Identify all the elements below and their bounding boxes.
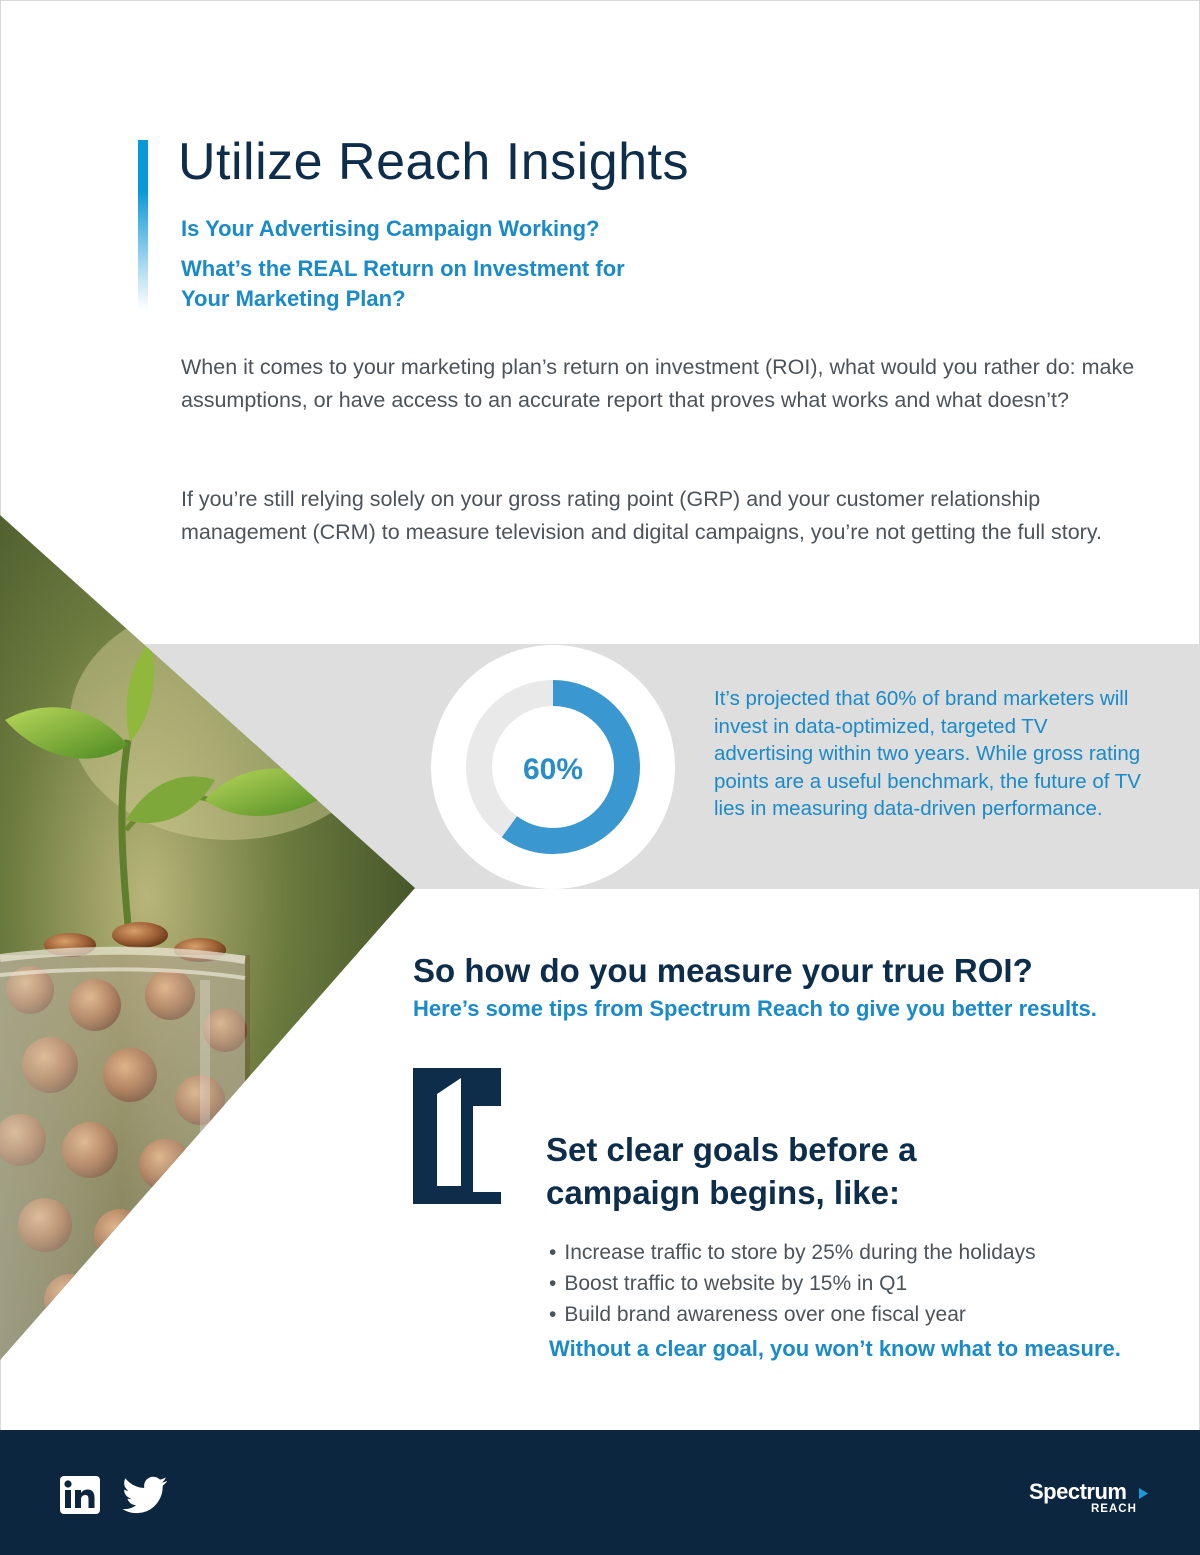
section-heading: So how do you measure your true ROI?: [413, 952, 1033, 989]
donut-value-label: 60%: [522, 753, 584, 786]
stat-donut: [422, 645, 690, 890]
intro-paragraph-2: If you’re still relying solely on your gross rating point (GRP) and your customer relationship management (CRM) to measure television and digital campaigns, you’re not getting the full story.: [181, 487, 1102, 544]
step-note: Without a clear goal, you won’t know what to measure.: [549, 1336, 1121, 1361]
step-number-graphic: [413, 1068, 503, 1204]
twitter-icon[interactable]: [122, 1476, 168, 1514]
goal-bullet: • Build brand awareness over one fiscal year: [549, 1299, 1036, 1330]
intro-paragraph-1: When it comes to your marketing plan’s return on investment (ROI), what would you rather do: make assumptions, or have access to an accurate report that proves what works and what doesn’t?: [181, 355, 1135, 412]
page-title: Utilize Reach Insights: [178, 133, 689, 191]
goal-bullet: • Increase traffic to store by 25% during the holidays: [549, 1237, 1036, 1268]
stat-description: It’s projected that 60% of brand marketers will invest in data-optimized, targeted TV advertising within two years. While gross rating points are a useful benchmark, the future of TV lies in measuring data-driven performance.: [714, 687, 1141, 820]
footer: [0, 1430, 1200, 1555]
linkedin-icon[interactable]: [60, 1476, 100, 1514]
subtitle-question-1: Is Your Advertising Campaign Working?: [181, 216, 600, 241]
step-heading: Set clear goals before a campaign begins, like:: [546, 1131, 917, 1211]
brand-logo-name: Spectrum: [1029, 1479, 1127, 1504]
goal-bullet-list: [549, 1237, 1036, 1330]
section-subheading: Here’s some tips from Spectrum Reach to give you better results.: [413, 996, 1097, 1021]
brand-logo-sub: REACH: [1091, 1503, 1137, 1515]
brand-arrow-icon: [1139, 1488, 1148, 1499]
subtitle-question-2: What’s the REAL Return on Investment for Your Marketing Plan?: [181, 256, 625, 311]
goal-bullet: • Boost traffic to website by 15% in Q1: [549, 1268, 1036, 1299]
